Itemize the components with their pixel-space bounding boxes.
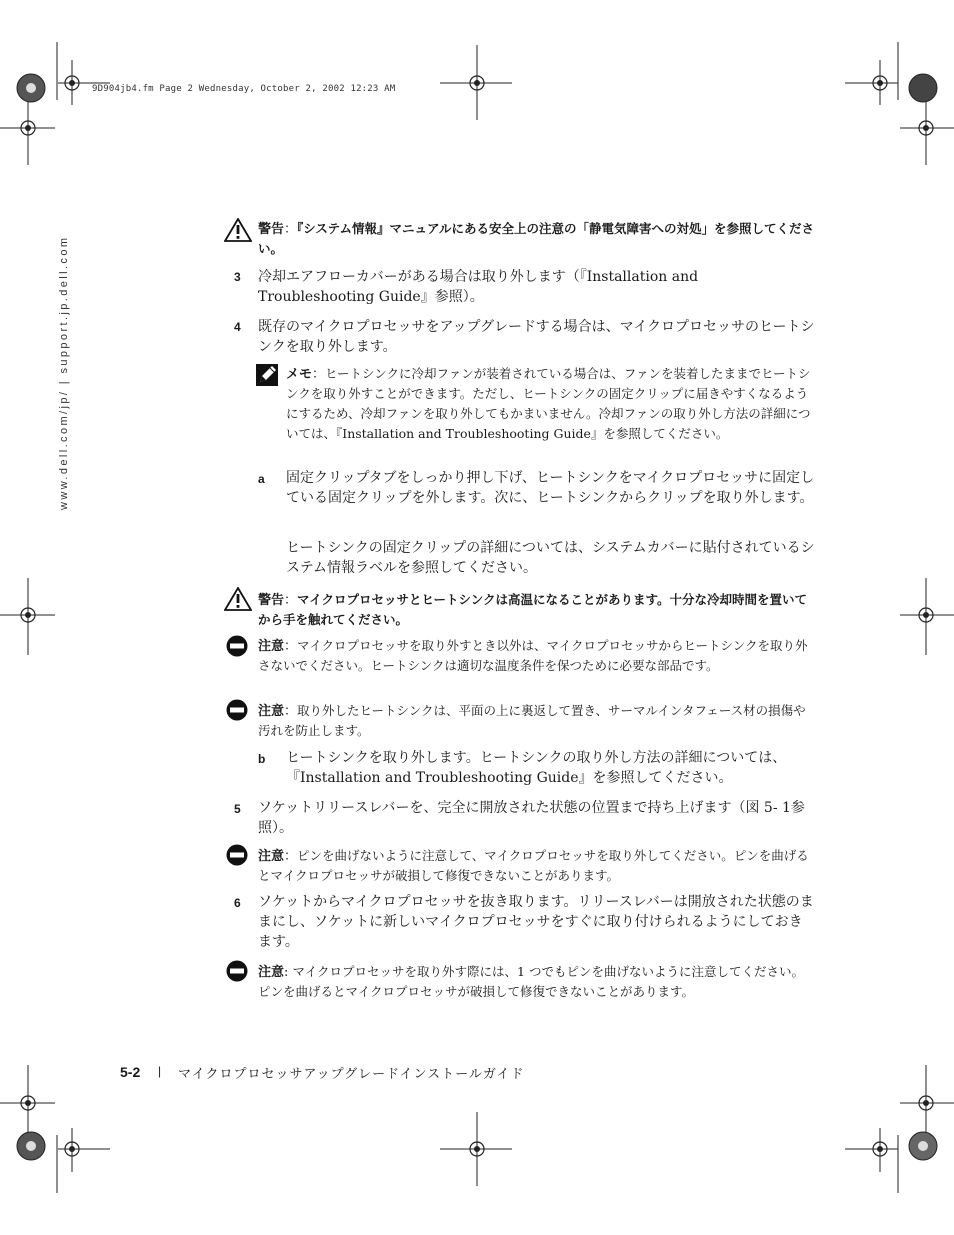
step-number: 5 [234,802,241,816]
caution-circle-icon [226,635,248,657]
caution-notice-4 [258,962,816,1002]
caution-notice-1 [258,636,816,676]
side-url-text: www.dell.com/jp/ | support.jp.dell.com [58,235,70,510]
memo-notice [286,364,816,444]
substep-letter: a [258,472,265,486]
caution-text: 取り外したヒートシンクは、平面の上に裏返して置き、サーマルインタフェース材の損傷や汚れを防止します。 [258,703,806,738]
caution-circle-icon [226,699,248,721]
warning-label: 警告 [258,222,285,237]
step-4-text: 既存のマイクロプロセッサをアップグレードする場合は、マイクロプロセッサのヒートシンクを取り外します。 [258,319,815,355]
pencil-note-icon [256,364,278,386]
caution-separator: ： [284,704,298,719]
caution-text: マイクロプロセッサを取り外す際には、1 つでもピンを曲げないように注意してください。ピンを曲げるとマイクロプロセッサが破損して修復できないことがあります。 [258,964,804,999]
caution-label: 注意 [258,639,285,654]
caution-notice-3 [258,846,816,886]
caution-label: 注意 [258,704,285,719]
warning-triangle-icon [224,218,252,242]
caution-label: 注意 [258,849,285,864]
caution-label: 注意 [258,965,285,980]
step-number: 3 [234,270,241,284]
warning-notice-2 [258,590,816,630]
step-3-text: 冷却エアフローカバーがある場合は取り外します（『Installation and Troubleshooting Guide』参照）。 [258,269,699,305]
step-number: 4 [234,320,241,334]
guide-title: マイクロプロセッサアップグレードインストールガイド [178,1067,525,1082]
step-number: 6 [234,896,241,910]
caution-separator: ： [284,849,298,864]
footer-separator: | [158,1064,162,1078]
caution-notice-2 [258,701,816,741]
warning-triangle-icon [224,587,252,611]
warning-text: 『システム情報』マニュアルにある安全上の注意の「静電気障害への対処」を参照してください。 [258,221,815,256]
step-5-text: ソケットリリースレバーを、完全に開放された状態の位置まで持ち上げます（図 5- 1参照）。 [258,800,805,836]
caution-text: マイクロプロセッサを取り外すとき以外は、マイクロプロセッサからヒートシンクを取り外さないでください。ヒートシンクは適切な温度条件を保つために必要な部品です。 [258,638,808,673]
warning-notice-1 [258,219,816,259]
memo-separator: ： [312,367,326,382]
caution-circle-icon [226,960,248,982]
caution-separator: ： [284,639,298,654]
warning-text: マイクロプロセッサとヒートシンクは高温になることがあります。十分な冷却時間を置いてから手を触れてください。 [258,592,807,627]
file-info-header: 9D904jb4.fm Page 2 Wednesday, October 2, 2002 12:23 AM [92,84,396,94]
caution-separator: : [284,965,293,980]
memo-label: メモ [286,367,313,382]
substep-a-text: 固定クリップタブをしっかり押し下げ、ヒートシンクをマイクロプロセッサに固定している固定クリップを外します。次に、ヒートシンクからクリップを取り外します。 [286,470,815,506]
warning-label: 警告 [258,593,285,608]
substep-letter: b [258,752,266,766]
step-6-text: ソケットからマイクロプロセッサを抜き取ります。リリースレバーは開放された状態のままにし、ソケットに新しいマイクロプロセッサをすぐに取り付けられるようにしておきます。 [258,894,814,950]
caution-circle-icon [226,844,248,866]
caution-text: ピンを曲げないように注意して、マイクロプロセッサを取り外してください。ピンを曲げるとマイクロプロセッサが破損して修復できないことがあります。 [258,848,809,883]
page-number: 5-2 [120,1064,141,1080]
substep-a-note: ヒートシンクの固定クリップの詳細については、システムカバーに貼付されているシステム情報ラベルを参照してください。 [286,540,815,576]
warning-separator: ： [284,222,298,237]
substep-b-text: ヒートシンクを取り外します。ヒートシンクの取り外し方法の詳細については、『Installation and Troubleshooting Guide』を参照してください。 [286,750,787,786]
memo-text: ヒートシンクに冷却ファンが装着されている場合は、ファンを装着したままでヒートシンクを取り外すことができます。ただし、ヒートシンクの固定クリップに届きやすくなるようにするため、冷却ファンを取り外してもかまいません。冷却ファンの取り外し方法の詳細については、『Installation and Troubleshooting Guide』を参照してください。 [286,366,811,441]
warning-separator: ： [284,593,298,608]
